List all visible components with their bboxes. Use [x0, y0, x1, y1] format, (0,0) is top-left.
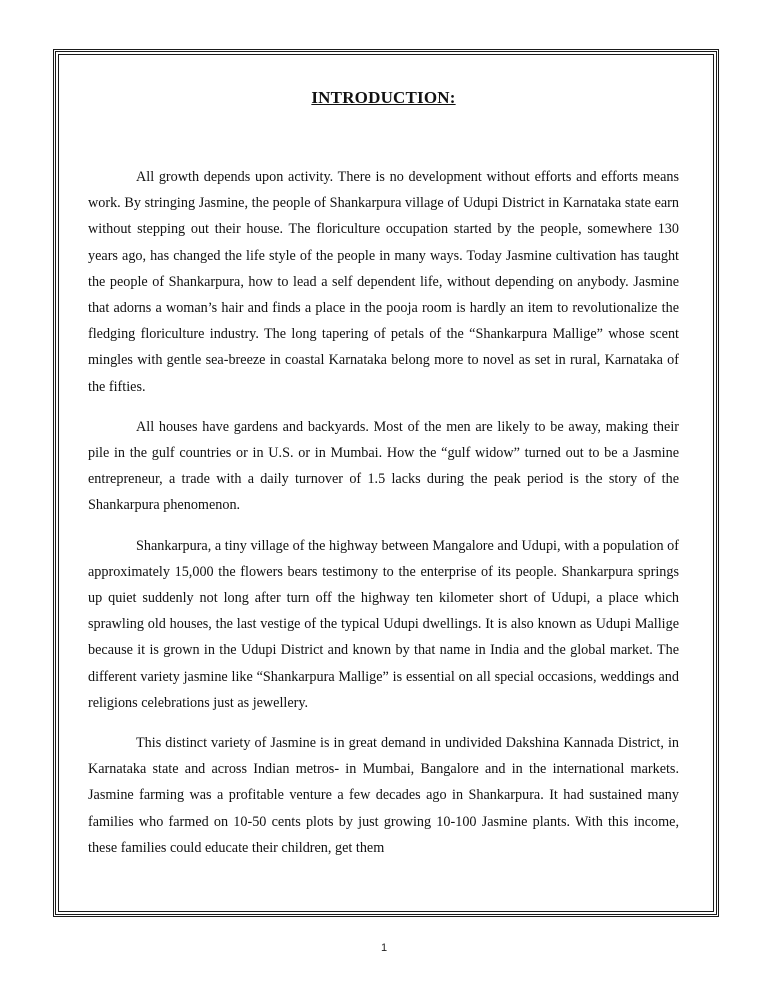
paragraph-1: All growth depends upon activity. There is no development without efforts and efforts means work. By stringing Jasmine, the people of Shankarpura village of Udupi District in Karnataka state earn without stepping out their house. The floriculture occupation started by the people, somewhere 130 years ago, has changed the life style of the people in many ways. Today Jasmine cultivation has taught the people of Shankarpura, how to lead a self dependent life, without depending on anybody. Jasmine that adorns a woman’s hair and finds a place in the pooja room is hardly an item to revolutionalize the fledging floriculture industry. The long tapering of petals of the “Shankarpura Mallige” whose scent mingles with gentle sea-breeze in coastal Karnataka belong more to novel as set in rural, Karnataka of the fifties. [88, 169, 679, 395]
page-number: 1 [380, 942, 388, 954]
paragraph-4: This distinct variety of Jasmine is in great demand in undivided Dakshina Kannada District, in Karnataka state and across Indian metros- in Mumbai, Bangalore and in the international markets. Jasmine farming was a profitable venture a few decades ago in Shankarpura. It had sustained many families who farmed on 10-50 cents plots by just growing 10-100 Jasmine plants. With this income, these families could educate their children, get them [88, 735, 679, 856]
document-body [88, 88, 679, 875]
page-title: INTRODUCTION: [311, 88, 456, 107]
paragraph-2: All houses have gardens and backyards. Most of the men are likely to be away, making their pile in the gulf countries or in U.S. or in Mumbai. How the “gulf widow” turned out to be a Jasmine entrepreneur, a trade with a daily turnover of 1.5 lacks during the peak period is the story of the Shankarpura phenomenon. [88, 418, 679, 514]
paragraph-3: Shankarpura, a tiny village of the highway between Mangalore and Udupi, with a population of approximately 15,000 the flowers bears testimony to the enterprise of its people. Shankarpura springs up quiet suddenly not long after turn off the highway ten kilometer short of Udupi, a place which sprawling old houses, the last vestige of the typical Udupi dwellings. It is also known as Udupi Mallige because it is grown in the Udupi District and known by that name in India and the global market. The different variety jasmine like “Shankarpura Mallige” is essential on all special occasions, weddings and religions celebrations just as jewellery. [88, 537, 679, 711]
